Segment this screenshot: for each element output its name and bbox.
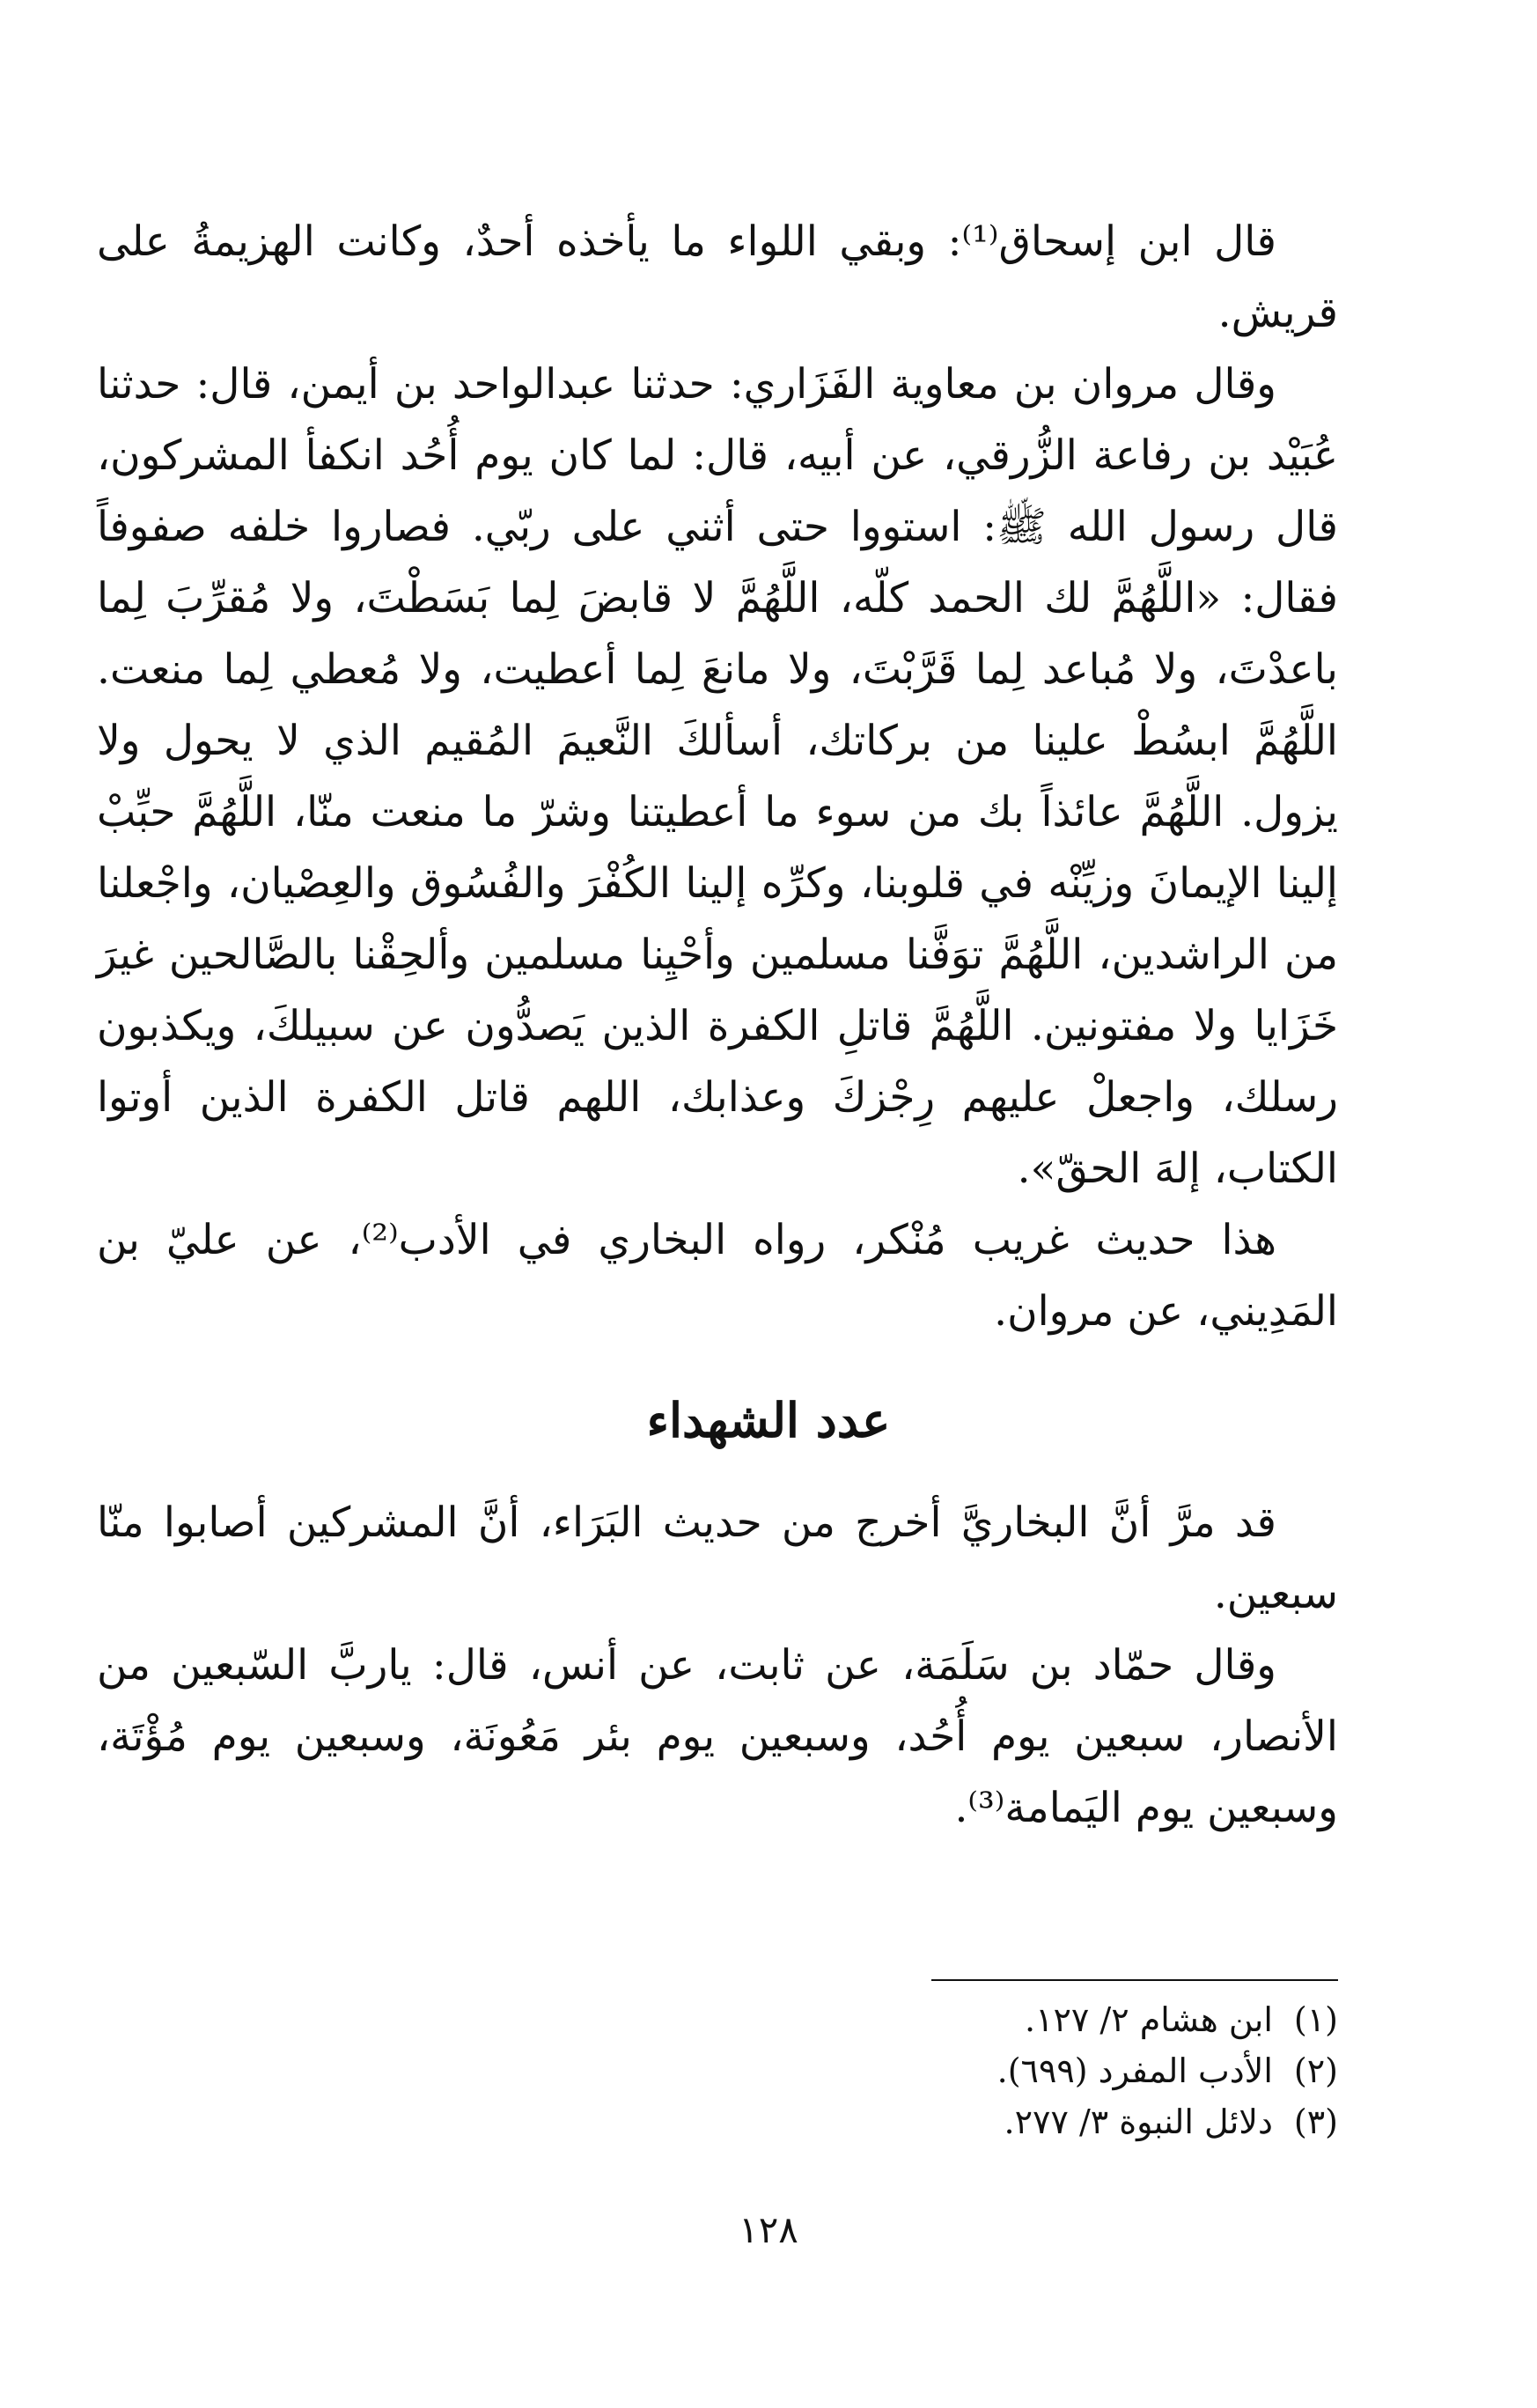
section-heading: عدد الشهداء	[646, 1392, 891, 1448]
footnote-number: (١)	[1293, 2000, 1338, 2039]
footnote-number: (٢)	[1293, 2051, 1338, 2090]
paragraph-bukhari-baraa: قد مرَّ أنَّ البخاريَّ أخرج من حديث البَرَاء، أنَّ المشركين أصابوا منّا سبعين.	[97, 1499, 1338, 1618]
paragraph-marwan-hadith: وقال مروان بن معاوية الفَزَاري: حدثنا عبدالواحد بن أيمن، قال: حدثنا عُبَيْد بن رفاعة الزُّرقي، عن أبيه، قال: لما كان يوم أُحُد انكفأ المشركون، قال رسول الله ﷺ: استووا حتى أثني على ربّي. فصاروا خلفه صفوفاً فقال: «اللَّهُمَّ لك الحمد كلّه، اللَّهُمَّ لا قابضَ لِما بَسَطْتَ، ولا مُقرِّبَ لِما باعدْتَ، ولا مُباعد لِما قَرَّبْتَ، ولا مانعَ لِما أعطيت، ولا مُعطي لِما منعت. اللَّهُمَّ ابسُطْ علينا من بركاتك، أسألكَ النَّعيمَ المُقيم الذي لا يحول ولا يزول. اللَّهُمَّ عائذاً بك من سوء ما أعطيتنا وشرّ ما منعت منّا، اللَّهُمَّ حبِّبْ إلينا الإيمانَ وزيِّنْه في قلوبنا، وكرِّه إلينا الكُفْرَ والفُسُوق والعِصْيان، واجْعلنا من الراشدين، اللَّهُمَّ توَفَّنا مسلمين وأحْيِنا مسلمين وألحِقْنا بالصَّالحين غيرَ خَزَايا ولا مفتونين. اللَّهُمَّ قاتلِ الكفرة الذين يَصدُّون عن سبيلكَ، ويكذبون رسلك، واجعلْ عليهم رِجْزكَ وعذابك، اللهم قاتل الكفرة الذين أوتوا الكتاب، إلهَ الحقّ».	[97, 360, 1338, 1193]
paragraph-hadith-grading: هذا حديث غريب مُنْكر، رواه البخاري في الأدب⁽²⁾، عن عليّ بن المَدِيني، عن مروان.	[97, 1216, 1338, 1336]
body-text-section-2	[97, 1487, 1338, 1844]
body-text-section-1	[97, 206, 1338, 1347]
footnote-item	[97, 1994, 1338, 2045]
footnote-divider	[931, 1979, 1338, 1981]
footnote-number: (٣)	[1293, 2102, 1338, 2141]
page-number: ١٢٨	[739, 2208, 798, 2251]
footnote-item	[97, 2045, 1338, 2096]
footnote-text: دلائل النبوة ٣/ ٢٧٧.	[1004, 2102, 1273, 2141]
paragraph-hammad-anas: وقال حمّاد بن سَلَمَة، عن ثابت، عن أنس، قال: ياربَّ السّبعين من الأنصار، سبعين يوم أُحُد، وسبعين يوم بئر مَعُونَة، وسبعين يوم مُؤْتَة، وسبعين يوم اليَمامة⁽³⁾.	[97, 1641, 1338, 1832]
footnotes-list	[97, 1994, 1338, 2147]
footnote-text: الأدب المفرد (٦٩٩).	[996, 2051, 1273, 2090]
paragraph-ibn-ishaq: قال ابن إسحاق⁽¹⁾: وبقي اللواء ما يأخذه أحدٌ، وكانت الهزيمةُ على قريش.	[97, 217, 1338, 337]
footnote-item	[97, 2096, 1338, 2147]
footnote-text: ابن هشام ٢/ ١٢٧.	[1025, 2000, 1273, 2039]
